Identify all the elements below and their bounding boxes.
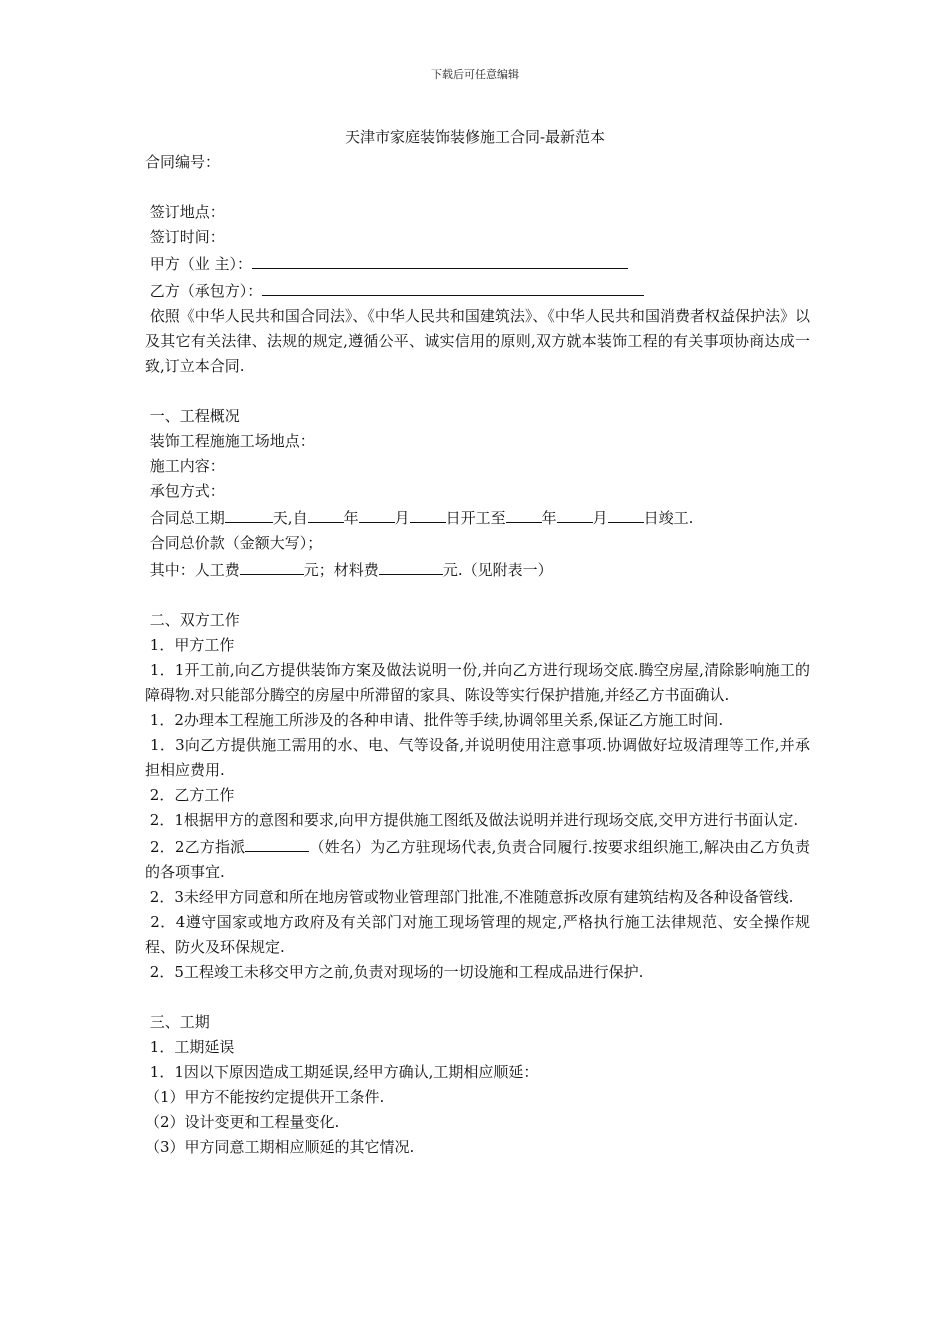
- days-blank: [225, 504, 273, 523]
- spacer: [145, 583, 810, 608]
- end-month-blank: [557, 504, 593, 523]
- sign-place-label: 签订地点：: [149, 203, 225, 221]
- preamble-paragraph: 依照《中华人民共和国合同法》、《中华人民共和国建筑法》、《中华人民共和国消费者权益保护法》以及其它有关法律、法规的规定,遵循公平、诚实信用的原则,双方就本装饰工程的有关事项协商达成一致,订立本合同.: [145, 307, 810, 375]
- clause-2-3: 2．3未经甲方同意和所在地房管或物业管理部门批准,不准随意拆改原有建筑结构及各种设备管线.: [149, 888, 794, 906]
- start-day-blank: [410, 504, 446, 523]
- clause-1-3: 1．3向乙方提供施工需用的水、电、气等设备,并说明使用注意事项.协调做好垃圾清理等工作,并承担相应费用.: [145, 736, 810, 779]
- site-label: 装饰工程施施工场地点：: [149, 432, 315, 450]
- representative-name-blank: [245, 833, 309, 852]
- start-year-blank: [308, 504, 344, 523]
- spacer: [145, 379, 810, 404]
- clause-2-1: 2．1根据甲方的意图和要求,向甲方提供施工图纸及做法说明并进行现场交底,交甲方进行书面认定.: [149, 811, 799, 829]
- document-title: 天津市家庭装饰装修施工合同-最新范本: [344, 128, 606, 146]
- section-3-heading: 三、工期: [149, 1013, 210, 1031]
- clause-3-1-1: 1．1因以下原因造成工期延误,经甲方确认,工期相应顺延：: [149, 1063, 539, 1081]
- sign-time-label: 签订时间：: [149, 228, 225, 246]
- delay-item-2: （2）设计变更和工程量变化.: [145, 1113, 340, 1131]
- contract-number-label: 合同编号：: [145, 153, 221, 171]
- total-price-label: 合同总价款（金额大写）；: [149, 534, 323, 552]
- party-b-label: 乙方（承包方）：: [149, 282, 263, 300]
- delay-heading: 1．工期延误: [149, 1038, 235, 1056]
- party-b-blank: [262, 277, 644, 296]
- clause-1-2: 1．2办理本工程施工所涉及的各种申请、批件等手续,协调邻里关系,保证乙方施工时间.: [149, 711, 724, 729]
- delay-item-1: （1）甲方不能按约定提供开工条件.: [145, 1088, 385, 1106]
- party-a-line: [145, 250, 810, 277]
- end-day-blank: [608, 504, 644, 523]
- delay-item-3: （3）甲方同意工期相应顺延的其它情况.: [145, 1138, 415, 1156]
- clause-2-4: 2．4遵守国家或地方政府及有关部门对施工现场管理的规定,严格执行施工法律规范、安全操作规程、防火及环保规定.: [145, 913, 810, 956]
- labor-cost-blank: [240, 556, 304, 575]
- period-line: 合同总工期 天,自 年 月 日开工至 年 月 日竣工.: [145, 504, 810, 531]
- spacer: [145, 985, 810, 1010]
- clause-1-1: 1．1开工前,向乙方提供装饰方案及做法说明一份,并向乙方进行现场交底.腾空房屋,清除影响施工的障碍物.对只能部分腾空的房屋中所滞留的家具、陈设等实行保护措施,并经乙方书面确认.: [145, 661, 810, 704]
- start-month-blank: [359, 504, 395, 523]
- party-b-line: [145, 277, 810, 304]
- section-1-heading: 一、工程概况: [149, 407, 240, 425]
- header-note: 下载后可任意编辑: [431, 68, 519, 81]
- clause-2-2: 2．2乙方指派 （姓名）为乙方驻现场代表,负责合同履行.按要求组织施工,解决由乙方负责的各项事宜.: [145, 833, 810, 885]
- clause-2-5: 2．5工程竣工未移交甲方之前,负责对现场的一切设施和工程成品进行保护.: [149, 963, 644, 981]
- material-cost-blank: [379, 556, 443, 575]
- document-body: [145, 150, 810, 1160]
- end-year-blank: [506, 504, 542, 523]
- party-a-work-heading: 1．甲方工作: [149, 636, 235, 654]
- spacer: [145, 175, 810, 200]
- cost-line: 其中：人工费 元；材料费 元.（见附表一）: [145, 556, 810, 583]
- party-a-blank: [252, 250, 628, 269]
- method-label: 承包方式：: [149, 482, 225, 500]
- section-2-heading: 二、双方工作: [149, 611, 240, 629]
- content-label: 施工内容：: [149, 457, 225, 475]
- party-a-label: 甲方（业 主）：: [149, 255, 253, 273]
- party-b-work-heading: 2．乙方工作: [149, 786, 235, 804]
